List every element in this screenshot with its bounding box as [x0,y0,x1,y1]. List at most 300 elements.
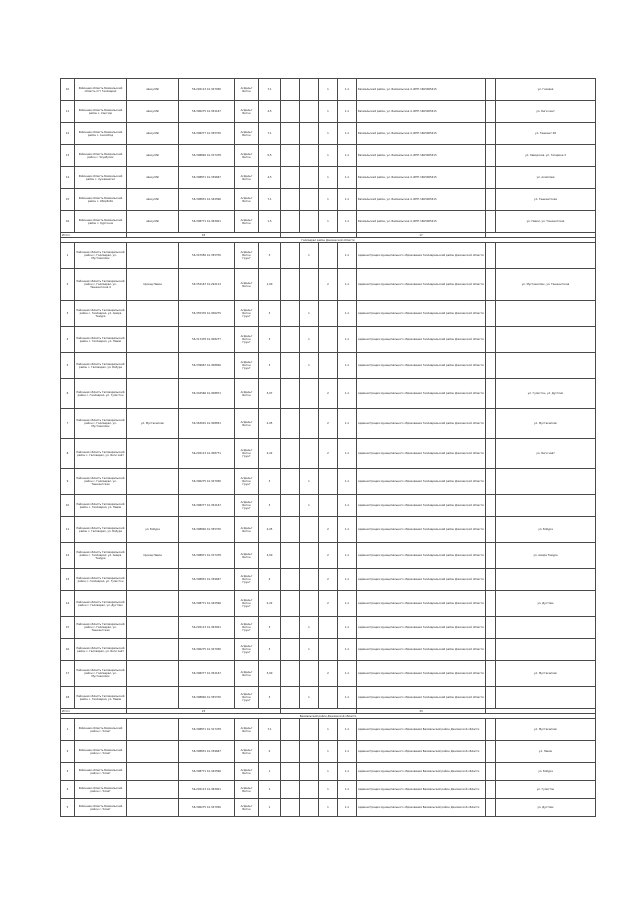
row-number: 11 [61,101,75,123]
surface-type: Асфальт [240,670,253,674]
table-row [61,799,596,817]
volume-cell: 1,1 [338,591,357,617]
address-cell: Районная область Галлааральский район с. Галлаарал, ул. Амира Темура [75,301,127,327]
volume-cell: 1,1 [338,379,357,409]
volume-cell: 1,1 [338,301,357,327]
count-cell [319,469,338,495]
address-cell: Районная область Бахмальский район с. Хужамазгил [75,167,127,189]
surface-type: Асфальт [240,390,253,394]
count-cell [281,353,300,379]
count-cell: 2 [319,661,338,687]
volume-cell: 1,1 [338,741,357,763]
surface-type: Бетон [242,199,251,203]
street-cell [127,781,179,799]
count-cell [300,101,319,123]
surface-cell [235,123,259,145]
coordinates-cell: 56.308826 41.355376 [179,687,235,709]
table-row [61,243,596,269]
note-cell [486,123,496,145]
note-cell [486,439,496,469]
address-cell: Районная область Бахмальский район с. Ачилобод [75,123,127,145]
row-number: 15 [61,189,75,211]
address-cell: Районная область Галлааральский район с. Галлаарал, ул. Навои [75,327,127,353]
note-cell [486,741,496,763]
organization-cell: Администрация муниципального образования Галлааральский район Джизакской области [357,569,486,591]
surface-type: Грунт [242,257,251,260]
surface-type: Бетон [242,338,251,341]
count-cell: 2 [319,591,338,617]
surface-type: Грунт [242,629,251,632]
count-cell [281,167,300,189]
source-cell [496,469,596,495]
count-cell: 1 [300,469,319,495]
count-cell: 1 [319,719,338,741]
street-cell [127,741,179,763]
count-cell [281,763,300,781]
address-cell: Районная область Бахмальский район с. Усмат [75,781,127,799]
coordinates-cell: 56.292113 41.363001 [179,781,235,799]
surface-type: Асфальт [240,309,253,312]
count-cell [281,639,300,661]
surface-cell [235,517,259,543]
surface-type: Грунт [242,455,251,458]
volume-cell: 1,1 [338,409,357,439]
coordinates-cell: 56.308831 41.339667 [179,741,235,763]
surface-type: Бетон [242,254,251,257]
surface-type: Бетон [242,221,251,225]
street-cell: проезд Навои [127,543,179,569]
surface-type: Асфальт [240,786,253,790]
area-cell: 4,5 [259,167,281,189]
street-cell [127,719,179,741]
row-number: 6 [61,379,75,409]
surface-type: Асфальт [240,477,253,480]
count-cell [281,617,300,639]
table-row [61,517,596,543]
surface-cell [235,379,259,409]
table-row [61,639,596,661]
address-cell: Районная область Бахмальский район с. Усмат [75,799,127,817]
area-cell: 3 [259,243,281,269]
note-cell [486,301,496,327]
surface-type: Бетон [242,729,251,733]
table-row [61,661,596,687]
area-cell: 3 [259,301,281,327]
surface-type: Асфальт [240,599,253,602]
surface-type: Бетон [242,284,251,288]
surface-cell [235,79,259,101]
source-cell [496,495,596,517]
surface-type: Бетон [242,673,251,677]
count-cell [300,543,319,569]
table-row [61,301,596,327]
volume-cell: 1,1 [338,639,357,661]
surface-type: Асфальт [240,108,253,112]
surface-type: Бетон [242,807,251,811]
organization-cell: Администрация муниципального образования Галлааральский район Джизакской области [357,639,486,661]
count-cell [300,799,319,817]
coordinates-cell: 56.317478 41.308277 [179,327,235,353]
surface-cell [235,569,259,591]
source-cell: ул. Дустлик [496,799,596,817]
count-cell [281,469,300,495]
row-number: 9 [61,469,75,495]
table-row [61,687,596,709]
count-cell: 1 [319,145,338,167]
address-cell: Районная область Бахмальский район с. Усмат [75,741,127,763]
volume-cell: 1,1 [338,543,357,569]
table-row [61,591,596,617]
surface-cell [235,269,259,301]
surface-type: Асфальт [240,281,253,285]
surface-type: Бетон [242,648,251,651]
note-cell [486,189,496,211]
row-number: 14 [61,591,75,617]
street-cell [127,243,179,269]
count-cell [281,211,300,233]
area-cell: 2,05 [259,517,281,543]
organization-cell: Бахмальский район, ул. Бахмальская 4, ИНН 1603005415 [357,211,486,233]
surface-type: Бетон [242,771,251,775]
count-cell [319,495,338,517]
note-cell [486,617,496,639]
source-cell: ул. Мустакиллик [496,661,596,687]
count-cell: 2 [319,269,338,301]
surface-cell [235,639,259,661]
count-cell [319,301,338,327]
surface-type: Бетон [242,111,251,115]
count-cell: 1 [319,123,338,145]
volume-cell: 1,1 [338,145,357,167]
surface-type: Грунт [242,651,251,654]
count-cell [300,661,319,687]
street-cell [127,379,179,409]
table-row [61,439,596,469]
count-cell [300,741,319,763]
note-cell [486,543,496,569]
address-cell: Районная область Галлааральский район с. Галлаарал, ул. Дустлик [75,591,127,617]
total-value: 18 [127,233,281,238]
street-cell: проезд Навои [127,269,179,301]
count-cell: 1 [300,301,319,327]
coordinates-cell: 56.292113 41.347056 [179,79,235,101]
note-cell [486,145,496,167]
count-cell: 1 [300,243,319,269]
coordinates-cell: 56.308826 41.317478 [179,145,235,167]
volume-cell: 1,1 [338,439,357,469]
address-cell: Районная область Галлааральский район с. Галлаарал, ул. Бобура [75,353,127,379]
total-label: Итого [61,709,127,714]
table-row [61,543,596,569]
surface-cell [235,145,259,167]
coordinates-cell: 56.308277 41.352167 [179,495,235,517]
total-value: 17 [357,233,486,238]
source-cell: ул. Мустакиллик [496,719,596,741]
count-cell [300,439,319,469]
volume-cell: 1,1 [338,167,357,189]
coordinates-cell: 56.339667 41.308826 [179,353,235,379]
volume-cell: 1,1 [338,763,357,781]
note-cell [486,243,496,269]
surface-type: Бетон [242,155,251,159]
count-cell [281,439,300,469]
row-number: 12 [61,543,75,569]
volume-cell: 1,1 [338,799,357,817]
row-number: 10 [61,495,75,517]
street-cell [127,439,179,469]
count-cell [281,123,300,145]
surface-type: Асфальт [240,86,253,90]
source-cell: ул. Бобура [496,763,596,781]
coordinates-cell: 56.308871 41.317478 [179,719,235,741]
note-cell [486,687,496,709]
coordinates-cell: 56.306275 41.347056 [179,799,235,817]
table-row [61,781,596,799]
surface-cell [235,353,259,379]
street-cell: aksoy.UNI [127,145,179,167]
surface-type: Асфальт [240,218,253,222]
surface-type: Грунт [242,367,251,370]
area-cell: 3 [259,353,281,379]
count-cell [300,145,319,167]
volume-cell: 1,1 [338,661,357,687]
note-cell [486,353,496,379]
count-cell: 1 [319,189,338,211]
row-number: 16 [61,211,75,233]
address-cell: Районная область Галлааральский район с. Галлаарал, ул. Мустакиллик [75,409,127,439]
table-row [61,763,596,781]
street-cell [127,617,179,639]
organization-cell: Администрация муниципального образования Галлааральский район Джизакской области [357,269,486,301]
source-cell: ул. Ахиллова [496,167,596,189]
row-number: 2 [61,269,75,301]
surface-cell [235,781,259,799]
table-row [61,101,596,123]
count-cell [319,639,338,661]
coordinates-cell: 56.308277 41.352167 [179,661,235,687]
coordinates-cell: 56.292113 41.363001 [179,617,235,639]
volume-cell: 1,1 [338,189,357,211]
note-cell [486,569,496,591]
coordinates-cell: 56.308871 41.317478 [179,543,235,569]
organization-cell: Администрация муниципального образования Бахмальский район Джизакской области [357,799,486,817]
count-cell: 1 [319,799,338,817]
section-title: Бахмальский район Джизакской области [61,714,596,719]
organization-cell: Бахмальский район, ул. Бахмальская 4, ИНН 1603005415 [357,167,486,189]
area-cell: 3,00 [259,543,281,569]
area-cell: 1,5 [259,211,281,233]
organization-cell: Администрация муниципального образования Галлааральский район Джизакской области [357,469,486,495]
surface-type: Асфальт [240,196,253,200]
surface-cell [235,543,259,569]
organization-cell: Бахмальский район, ул. Бахмальская 4, ИНН 1603005415 [357,145,486,167]
volume-cell: 1,1 [338,495,357,517]
volume-cell: 1,1 [338,243,357,269]
count-cell [300,569,319,591]
row-number: 1 [61,719,75,741]
area-cell: 1 [259,763,281,781]
organization-cell: Администрация муниципального образования Галлааральский район Джизакской области [357,517,486,543]
area-cell: 4 [259,741,281,763]
street-cell [127,639,179,661]
source-cell: ул. Ташкент 28 [496,123,596,145]
surface-type: Бетон [242,133,251,137]
surface-type: Бетон [242,578,251,581]
surface-type: Асфальт [240,174,253,178]
source-cell [496,639,596,661]
source-cell: ул. Дустлик [496,591,596,617]
area-cell: 1 [259,781,281,799]
count-cell: 1 [319,763,338,781]
organization-cell: Администрация муниципального образования Галлааральский район Джизакской области [357,409,486,439]
surface-cell [235,189,259,211]
surface-cell [235,101,259,123]
row-number: 4 [61,781,75,799]
row-number: 5 [61,353,75,379]
count-cell [281,719,300,741]
count-cell [319,243,338,269]
count-cell [281,687,300,709]
coordinates-cell: 56.308277 41.355376 [179,123,235,145]
street-cell [127,353,179,379]
note-cell [486,661,496,687]
row-number: 16 [61,639,75,661]
source-cell [496,243,596,269]
organization-cell: Администрация муниципального образования Галлааральский район Джизакской области [357,301,486,327]
organization-cell: Администрация муниципального образования Галлааральский район Джизакской области [357,327,486,353]
note-cell [486,211,496,233]
surface-cell [235,687,259,709]
table-row [61,469,596,495]
total-label: Итого [61,233,127,238]
organization-cell: Администрация муниципального образования Бахмальский район Джизакской области [357,781,486,799]
street-cell [127,687,179,709]
surface-type: Асфальт [240,526,253,530]
surface-type: Бетон [242,177,251,181]
table-row [61,617,596,639]
surface-type: Бетон [242,696,251,699]
surface-type: Асфальт [240,623,253,626]
street-cell: aksoy.UNI [127,123,179,145]
source-cell: ул. Навои [496,741,596,763]
row-number: 14 [61,167,75,189]
table-row [61,353,596,379]
organization-cell: Администрация муниципального образования Бахмальский район Джизакской области [357,763,486,781]
count-cell [281,301,300,327]
source-cell: ул. Янги хаёт [496,439,596,469]
surface-cell [235,763,259,781]
row-number: 13 [61,569,75,591]
note-cell [486,79,496,101]
address-cell: Районная область Галлааральский район с. Галлаарал, ул. Навои [75,495,127,517]
count-cell [300,763,319,781]
volume-cell: 1,1 [338,517,357,543]
coordinates-cell: 56.352167 41.292113 [179,269,235,301]
volume-cell: 1,1 [338,469,357,495]
source-cell: ул. Заводская, ул. Гагарина 3 [496,145,596,167]
surface-cell [235,495,259,517]
surface-type: Бетон [242,364,251,367]
street-cell [127,661,179,687]
note-cell [486,327,496,353]
surface-type: Асфальт [240,449,253,452]
count-cell [319,353,338,379]
source-cell: ул. Гулистон [496,781,596,799]
table-row [61,719,596,741]
row-number: 15 [61,617,75,639]
surface-type: Бетон [242,751,251,755]
table-row [61,379,596,409]
surface-type: Асфальт [240,726,253,730]
coordinates-cell: 56.355376 41.306275 [179,301,235,327]
organization-cell: Администрация муниципального образования Галлааральский район Джизакской области [357,353,486,379]
count-cell: 1 [300,327,319,353]
surface-type: Асфальт [240,420,253,424]
count-cell [300,781,319,799]
table-row [61,269,596,301]
count-cell [300,719,319,741]
note-cell [486,591,496,617]
coordinates-cell: 56.342566 41.308871 [179,379,235,409]
note-cell [486,409,496,439]
count-cell [281,591,300,617]
surface-cell [235,439,259,469]
volume-cell: 1,1 [338,617,357,639]
street-cell: aksoy.UNI [127,101,179,123]
count-cell [281,543,300,569]
row-number: 3 [61,301,75,327]
surface-cell [235,719,259,741]
surface-type: Бетон [242,504,251,507]
section-title: Галлаарал район Джизакской области [61,238,596,243]
surface-type: Асфальт [240,804,253,808]
row-number: 5 [61,799,75,817]
organization-cell: Бахмальский район, ул. Бахмальская 4, ИНН 1603005415 [357,189,486,211]
count-cell: 1 [319,79,338,101]
area-cell: 7,1 [259,123,281,145]
surface-type: Асфальт [240,251,253,254]
area-cell: 3 [259,495,281,517]
area-cell: 3,07 [259,379,281,409]
address-cell: Районная область Галлааральский район с. Галлаарал, ул. Янги хаёт [75,639,127,661]
surface-type: Асфальт [240,768,253,772]
registry-table-body [61,79,596,817]
surface-type: Грунт [242,315,251,318]
surface-type: Асфальт [240,693,253,696]
count-cell: 1 [319,167,338,189]
count-cell [281,569,300,591]
source-cell [496,301,596,327]
surface-type: Грунт [242,699,251,702]
table-row [61,327,596,353]
surface-type: Бетон [242,529,251,533]
count-cell [281,79,300,101]
surface-type: Асфальт [240,152,253,156]
source-cell: ул. Мустакиллик [496,409,596,439]
note-cell [486,763,496,781]
organization-cell: Администрация муниципального образования Галлааральский район Джизакской области [357,661,486,687]
source-cell: ул. Амира Темура [496,543,596,569]
count-cell [300,591,319,617]
note-cell [486,495,496,517]
coordinates-cell: 56.347056 41.355376 [179,243,235,269]
count-cell: 1 [300,495,319,517]
volume-cell: 1,1 [338,79,357,101]
count-cell [281,495,300,517]
surface-type: Грунт [242,507,251,510]
count-cell: 1 [300,617,319,639]
count-cell [300,189,319,211]
